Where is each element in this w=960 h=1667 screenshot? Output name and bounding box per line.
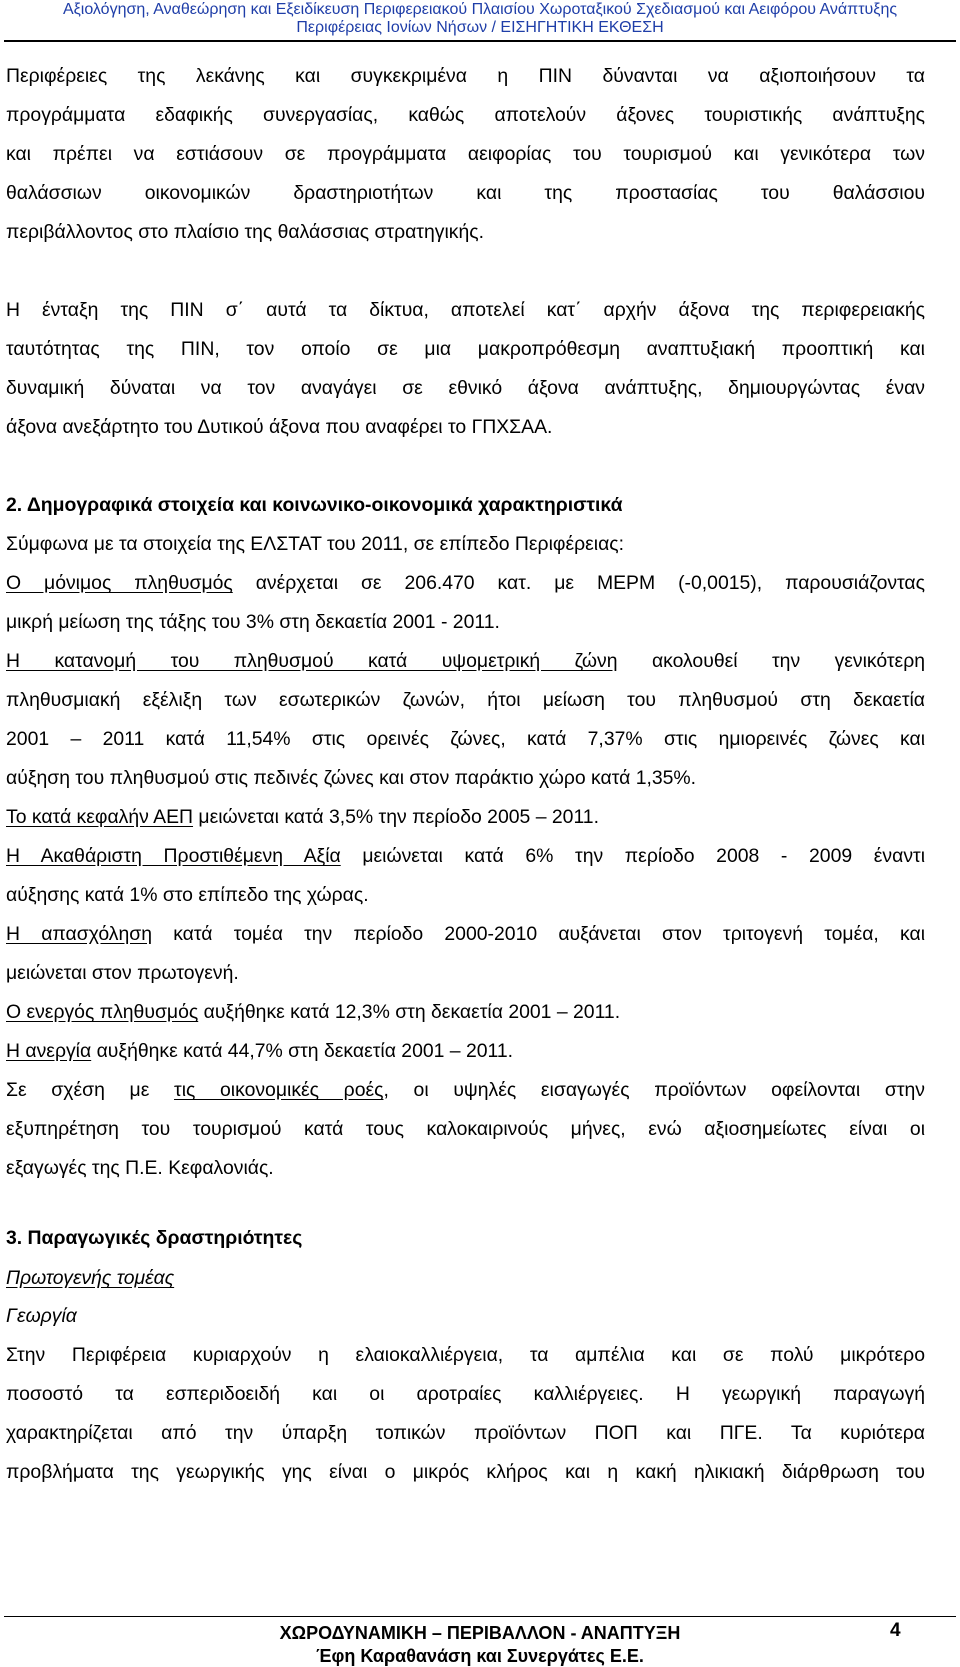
active-population-term: Ο ενεργός πληθυσμός — [6, 1001, 199, 1023]
section-2-heading: 2. Δημογραφικά στοιχεία και κοινωνικο-οικονομικά χαρακτηριστικά — [6, 494, 623, 516]
gva-line: Η Ακαθάριστη Προστιθέμενη Αξία μειώνεται κατά 6% την περίοδο 2008 - 2009 έναντι — [6, 845, 925, 867]
paragraph-line: χαρακτηρίζεται από την ύπαρξη τοπικών προϊόντων ΠΟΠ και ΠΓΕ. Τα κυριότερα — [6, 1422, 925, 1444]
gdp-term: Το κατά κεφαλήν ΑΕΠ — [6, 806, 194, 828]
paragraph-line: εξυπηρέτηση του τουρισμού κατά τους καλοκαιρινούς μήνες, ενώ αξιοσημείωτες είναι οι — [6, 1118, 925, 1140]
flows-term: τις οικονομικές ροές — [174, 1079, 384, 1101]
gdp-line: Το κατά κεφαλήν ΑΕΠ μειώνεται κατά 3,5% την περίοδο 2005 – 2011. — [6, 806, 599, 828]
paragraph-line: Περιφέρειες της λεκάνης και συγκεκριμένα η ΠΙΝ δύνανται να αξιοποιήσουν τα — [6, 65, 925, 87]
paragraph-line: Στην Περιφέρεια κυριαρχούν η ελαιοκαλλιέργεια, τα αμπέλια και σε πολύ μικρότερο — [6, 1344, 925, 1366]
paragraph-line: ποσοστό τα εσπεριδοειδή και οι αροτραίες καλλιέργειες. Η γεωργική παραγωγή — [6, 1383, 925, 1405]
paragraph-line: εξαγωγές της Π.Ε. Κεφαλονιάς. — [6, 1157, 274, 1179]
unemployment-term: Η ανεργία — [6, 1040, 92, 1062]
paragraph-line: θαλάσσιων οικονομικών δραστηριοτήτων και της προστασίας του θαλάσσιου — [6, 182, 925, 204]
population-term: Ο μόνιμος πληθυσμός — [6, 572, 233, 594]
footer-author: Έφη Καραθανάση και Συνεργάτες Ε.Ε. — [316, 1646, 644, 1666]
paragraph-line: πληθυσμιακή εξέλιξη των εσωτερικών ζωνών, ήτοι μείωση του πληθυσμού στη δεκαετία — [6, 689, 925, 711]
paragraph-line: 2001 – 2011 κατά 11,54% στις ορεινές ζώνες, κατά 7,37% στις ημιορεινές ζώνες και — [6, 728, 925, 750]
paragraph-line: αύξηση του πληθυσμού στις πεδινές ζώνες και στον παράκτιο χώρο κατά 1,35%. — [6, 767, 697, 789]
paragraph-line: αύξησης κατά 1% στο επίπεδο της χώρας. — [6, 884, 369, 906]
paragraph-line: περιβάλλοντος στο πλαίσιο της θαλάσσιας στρατηγικής. — [6, 221, 484, 243]
running-header-title: Αξιολόγηση, Αναθεώρηση και Εξειδίκευση Περιφερειακού Πλαισίου Χωροταξικού Σχεδιασμού και Αειφόρου Ανάπτυξης — [62, 1, 898, 18]
paragraph-line: μικρή μείωση της τάξης του 3% στη δεκαετία 2001 - 2011. — [6, 611, 500, 633]
section-3-heading: 3. Παραγωγικές δραστηριότητες — [6, 1227, 303, 1249]
footer-title: ΧΩΡΟΔΥΝΑΜΙΚΗ – ΠΕΡΙΒΑΛΛΟΝ - ΑΝΑΠΤΥΞΗ — [279, 1623, 681, 1643]
footer-rule — [4, 1616, 956, 1617]
running-header-subtitle: Περιφέρειας Ιονίων Νήσων / ΕΙΣΗΓΗΤΙΚΗ ΕΚΘΕΣΗ — [296, 19, 664, 36]
flows-line: Σε σχέση με τις οικονομικές ροές, οι υψηλές εισαγωγές προϊόντων οφείλονται στην — [6, 1079, 925, 1101]
unemployment-line: Η ανεργία αυξήθηκε κατά 44,7% στη δεκαετία 2001 – 2011. — [6, 1040, 514, 1062]
active-population-line: Ο ενεργός πληθυσμός αυξήθηκε κατά 12,3% στη δεκαετία 2001 – 2011. — [6, 1001, 621, 1023]
section-2-intro: Σύμφωνα με τα στοιχεία της ΕΛΣΤΑΤ του 2011, σε επίπεδο Περιφέρειας: — [6, 533, 625, 555]
paragraph-line: προβλήματα της γεωργικής γης είναι ο μικρός κλήρος και η κακή ηλικιακή διάρθρωση του — [6, 1461, 925, 1483]
paragraph-line: μειώνεται στον πρωτογενή. — [6, 962, 239, 984]
paragraph-line: Η ένταξη της ΠΙΝ σ΄ αυτά τα δίκτυα, αποτελεί κατ΄ αρχήν άξονα της περιφερειακής — [6, 299, 925, 321]
subsection-heading: Πρωτογενής τομέας — [6, 1267, 175, 1289]
subsubsection-heading: Γεωργία — [6, 1305, 77, 1327]
paragraph-line: άξονα ανεξάρτητο του Δυτικού άξονα που αναφέρει το ΓΠΧΣΑΑ. — [6, 416, 553, 438]
gva-term: Η Ακαθάριστη Προστιθέμενη Αξία — [6, 845, 341, 867]
population-line: Ο μόνιμος πληθυσμός ανέρχεται σε 206.470 κατ. με ΜΕΡΜ (-0,0015), παρουσιάζοντας — [6, 572, 925, 594]
employment-term: Η απασχόληση — [6, 923, 153, 945]
employment-line: Η απασχόληση κατά τομέα την περίοδο 2000-2010 αυξάνεται στον τριτογενή τομέα, και — [6, 923, 926, 945]
paragraph-line: προγράμματα εδαφικής συνεργασίας, καθώς αποτελούν άξονες τουριστικής ανάπτυξης — [6, 104, 925, 126]
zone-line: Η κατανομή του πληθυσμού κατά υψομετρική ζώνη ακολουθεί την γενικότερη — [6, 650, 926, 672]
paragraph-line: δυναμική δύναται να τον αναγάγει σε εθνικό άξονα ανάπτυξης, δημιουργώντας έναν — [6, 377, 925, 399]
paragraph-line: και πρέπει να εστιάσουν σε προγράμματα αειφορίας του τουρισμού και γενικότερα των — [6, 143, 925, 165]
zone-term: Η κατανομή του πληθυσμού κατά υψομετρική ζώνη — [6, 650, 618, 672]
header-rule — [4, 40, 956, 42]
paragraph-line: ταυτότητας της ΠΙΝ, τον οποίο σε μια μακροπρόθεσμη αναπτυξιακή προοπτική και — [6, 338, 925, 360]
page-number: 4 — [890, 1620, 901, 1641]
